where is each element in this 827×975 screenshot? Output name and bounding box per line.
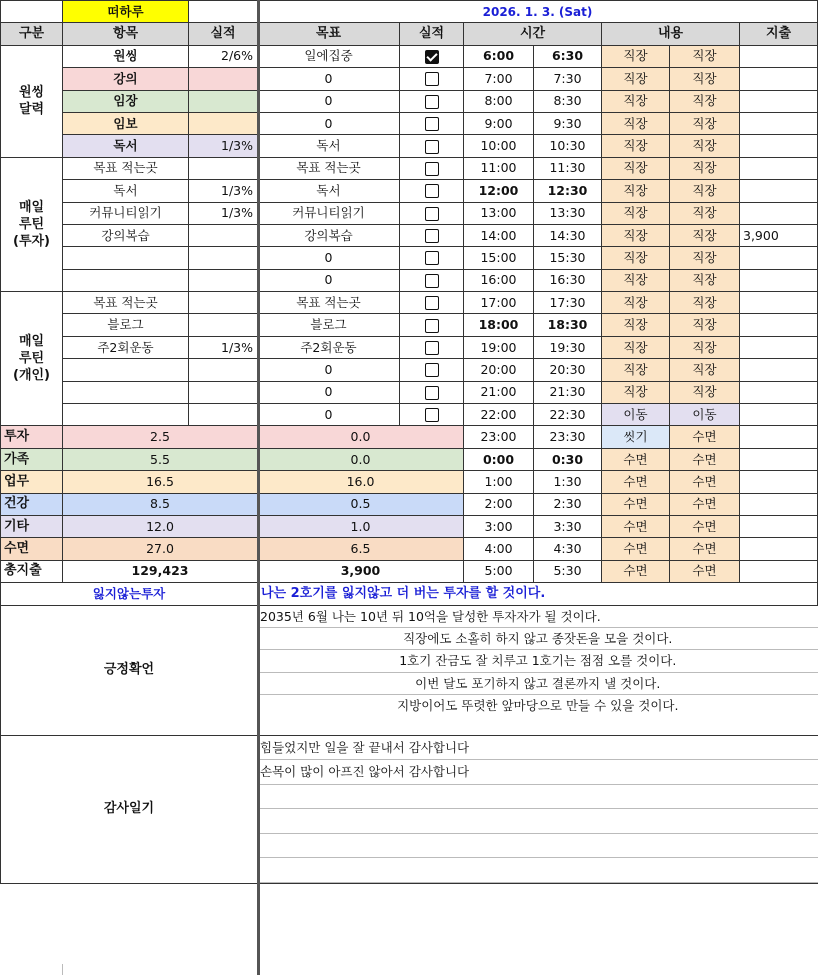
summary-left[interactable]: 5.5	[63, 448, 258, 470]
item-cell[interactable]: 임장	[63, 90, 189, 112]
schedule-row	[1, 404, 818, 426]
item-cell[interactable]: 원씽	[63, 45, 189, 67]
time-end[interactable]: 3:30	[534, 515, 602, 537]
goal-cell[interactable]: 0	[258, 112, 400, 134]
schedule-row	[1, 112, 818, 134]
goal-cell[interactable]: 0	[258, 68, 400, 90]
item-cell[interactable]: 블로그	[63, 314, 189, 336]
item-cell[interactable]: 강의복습	[63, 224, 189, 246]
content-cell[interactable]: 직장	[670, 269, 740, 291]
gratitude-line[interactable]: 힘들었지만 일을 잘 끝내서 감사합니다	[258, 736, 818, 761]
content-cell[interactable]: 씻기	[602, 426, 670, 448]
done-cell[interactable]	[400, 180, 464, 202]
affirmation-row	[1, 605, 818, 735]
goal-cell[interactable]: 0	[258, 404, 400, 426]
summary-right[interactable]: 16.0	[258, 471, 464, 493]
time-start[interactable]: 10:00	[464, 135, 534, 157]
content-cell[interactable]: 수면	[602, 560, 670, 582]
checkbox[interactable]	[425, 363, 439, 377]
summary-left[interactable]: 12.0	[63, 515, 258, 537]
time-end[interactable]: 13:30	[534, 202, 602, 224]
total-right[interactable]: 3,900	[258, 560, 464, 582]
schedule-row	[1, 381, 818, 403]
col-header-content: 내용	[602, 23, 740, 45]
time-end[interactable]: 20:30	[534, 359, 602, 381]
expense-cell[interactable]	[740, 292, 818, 314]
content-cell[interactable]: 직장	[670, 292, 740, 314]
time-end[interactable]: 1:30	[534, 471, 602, 493]
total-left[interactable]: 129,423	[63, 560, 258, 582]
summary-label: 업무	[1, 471, 63, 493]
time-start[interactable]: 8:00	[464, 90, 534, 112]
expense-cell[interactable]	[740, 493, 818, 515]
content-cell[interactable]: 직장	[602, 90, 670, 112]
time-start[interactable]: 22:00	[464, 404, 534, 426]
content-cell[interactable]: 직장	[670, 336, 740, 358]
time-start[interactable]: 16:00	[464, 269, 534, 291]
time-start[interactable]: 13:00	[464, 202, 534, 224]
content-cell[interactable]: 이동	[602, 404, 670, 426]
expense-cell[interactable]	[740, 404, 818, 426]
col-header-item: 항목	[63, 23, 189, 45]
schedule-row	[1, 247, 818, 269]
content-cell[interactable]: 직장	[670, 45, 740, 67]
time-start[interactable]: 17:00	[464, 292, 534, 314]
goal-cell[interactable]: 목표 적는곳	[258, 157, 400, 179]
done-cell[interactable]	[400, 202, 464, 224]
goal-cell[interactable]: 0	[258, 90, 400, 112]
gratitude-line[interactable]	[258, 858, 818, 883]
mission-row	[1, 583, 818, 605]
checkbox[interactable]	[425, 95, 439, 109]
goal-cell[interactable]: 주2회운동	[258, 336, 400, 358]
summary-right[interactable]: 0.0	[258, 448, 464, 470]
checkbox[interactable]	[425, 229, 439, 243]
time-start[interactable]: 23:00	[464, 426, 534, 448]
time-end[interactable]: 16:30	[534, 269, 602, 291]
item-cell[interactable]: 강의	[63, 68, 189, 90]
content-cell[interactable]: 직장	[670, 90, 740, 112]
gratitude-line[interactable]: 손목이 많이 아프진 않아서 감사합니다	[258, 760, 818, 785]
gratitude-lines	[258, 735, 818, 883]
gratitude-line[interactable]	[258, 809, 818, 834]
content-cell[interactable]: 직장	[602, 135, 670, 157]
actual-cell[interactable]	[189, 157, 258, 179]
summary-left[interactable]: 16.5	[63, 471, 258, 493]
goal-cell[interactable]: 커뮤니티읽기	[258, 202, 400, 224]
time-end[interactable]: 15:30	[534, 247, 602, 269]
affirmation-line[interactable]: 이번 달도 포기하지 않고 결론까지 낼 것이다.	[258, 673, 818, 695]
time-start[interactable]: 2:00	[464, 493, 534, 515]
summary-row	[1, 471, 818, 493]
content-cell[interactable]: 직장	[670, 359, 740, 381]
schedule-row	[1, 314, 818, 336]
expense-cell[interactable]	[740, 135, 818, 157]
time-end[interactable]: 7:30	[534, 68, 602, 90]
time-end[interactable]: 19:30	[534, 336, 602, 358]
done-cell[interactable]	[400, 90, 464, 112]
checkbox[interactable]	[425, 207, 439, 221]
actual-cell[interactable]	[189, 112, 258, 134]
expense-cell[interactable]	[740, 180, 818, 202]
done-cell[interactable]	[400, 314, 464, 336]
schedule-row	[1, 180, 818, 202]
item-cell[interactable]: 목표 적는곳	[63, 157, 189, 179]
expense-cell[interactable]	[740, 247, 818, 269]
content-cell[interactable]: 직장	[602, 381, 670, 403]
content-cell[interactable]: 수면	[670, 448, 740, 470]
mission-label: 잃지않는투자	[1, 583, 258, 605]
checkbox[interactable]	[425, 117, 439, 131]
actual-cell[interactable]	[189, 247, 258, 269]
summary-right[interactable]: 1.0	[258, 515, 464, 537]
expense-cell[interactable]	[740, 336, 818, 358]
summary-right[interactable]: 6.5	[258, 538, 464, 560]
time-start[interactable]: 5:00	[464, 560, 534, 582]
affirmation-label: 긍정확언	[1, 605, 258, 735]
col-header-expense: 지출	[740, 23, 818, 45]
actual-cell[interactable]	[189, 292, 258, 314]
expense-cell[interactable]	[740, 269, 818, 291]
summary-label: 건강	[1, 493, 63, 515]
content-cell[interactable]: 직장	[670, 68, 740, 90]
content-cell[interactable]: 수면	[602, 515, 670, 537]
gratitude-line[interactable]	[258, 834, 818, 859]
col-header-category: 구분	[1, 23, 63, 45]
gratitude-row	[1, 735, 818, 883]
time-end[interactable]: 2:30	[534, 493, 602, 515]
time-start[interactable]: 11:00	[464, 157, 534, 179]
group-routine-personal: 매일 루틴 (개인)	[1, 292, 63, 426]
actual-cell[interactable]	[189, 90, 258, 112]
goal-cell[interactable]: 강의복습	[258, 224, 400, 246]
col-header-goal: 목표	[258, 23, 400, 45]
expense-cell[interactable]	[740, 448, 818, 470]
checkbox[interactable]	[425, 251, 439, 265]
time-start[interactable]: 19:00	[464, 336, 534, 358]
summary-label: 투자	[1, 426, 63, 448]
done-cell[interactable]	[400, 247, 464, 269]
done-cell[interactable]	[400, 68, 464, 90]
total-label: 총지출	[1, 560, 63, 582]
content-cell[interactable]: 직장	[602, 336, 670, 358]
expense-cell[interactable]	[740, 202, 818, 224]
summary-row	[1, 515, 818, 537]
content-cell[interactable]: 직장	[602, 68, 670, 90]
time-end[interactable]: 14:30	[534, 224, 602, 246]
summary-right[interactable]: 0.0	[258, 426, 464, 448]
content-cell[interactable]: 직장	[670, 381, 740, 403]
done-cell[interactable]	[400, 359, 464, 381]
time-end[interactable]: 22:30	[534, 404, 602, 426]
time-end[interactable]: 9:30	[534, 112, 602, 134]
schedule-row	[1, 359, 818, 381]
actual-cell[interactable]	[189, 269, 258, 291]
schedule-row	[1, 68, 818, 90]
content-cell[interactable]: 직장	[670, 112, 740, 134]
content-cell[interactable]: 수면	[670, 471, 740, 493]
schedule-row	[1, 336, 818, 358]
content-cell[interactable]: 수면	[670, 493, 740, 515]
done-cell[interactable]	[400, 404, 464, 426]
time-end[interactable]: 11:30	[534, 157, 602, 179]
actual-cell[interactable]: 2/6%	[189, 45, 258, 67]
actual-cell[interactable]: 1/3%	[189, 135, 258, 157]
checkbox[interactable]	[425, 50, 439, 64]
affirmation-line[interactable]: 직장에도 소홀히 하지 않고 종잣돈을 모을 것이다.	[258, 628, 818, 650]
col-header-time: 시간	[464, 23, 602, 45]
expense-cell[interactable]	[740, 560, 818, 582]
time-end[interactable]: 0:30	[534, 448, 602, 470]
expense-cell[interactable]	[740, 471, 818, 493]
gratitude-line[interactable]	[258, 785, 818, 810]
time-start[interactable]: 9:00	[464, 112, 534, 134]
time-end[interactable]: 12:30	[534, 180, 602, 202]
summary-left[interactable]: 27.0	[63, 538, 258, 560]
expense-cell[interactable]: 3,900	[740, 224, 818, 246]
actual-cell[interactable]	[189, 359, 258, 381]
checkbox[interactable]	[425, 140, 439, 154]
header-row	[1, 23, 818, 45]
content-cell[interactable]: 직장	[602, 314, 670, 336]
done-cell[interactable]	[400, 292, 464, 314]
expense-cell[interactable]	[740, 68, 818, 90]
time-end[interactable]: 8:30	[534, 90, 602, 112]
done-cell[interactable]	[400, 112, 464, 134]
time-start[interactable]: 0:00	[464, 448, 534, 470]
sheet-divider	[257, 0, 260, 975]
content-cell[interactable]: 직장	[602, 269, 670, 291]
group-routine-invest: 매일 루틴 (투자)	[1, 157, 63, 291]
goal-cell[interactable]: 0	[258, 247, 400, 269]
done-cell[interactable]	[400, 45, 464, 67]
summary-row	[1, 538, 818, 560]
summary-label: 가족	[1, 448, 63, 470]
actual-cell[interactable]	[189, 314, 258, 336]
actual-cell[interactable]: 1/3%	[189, 336, 258, 358]
content-cell[interactable]: 직장	[602, 202, 670, 224]
content-cell[interactable]: 수면	[602, 538, 670, 560]
summary-left[interactable]: 2.5	[63, 426, 258, 448]
affirmation-line[interactable]: 1호기 잔금도 잘 치루고 1호기는 점점 오를 것이다.	[258, 650, 818, 672]
done-cell[interactable]	[400, 135, 464, 157]
goal-cell[interactable]: 독서	[258, 180, 400, 202]
actual-cell[interactable]: 1/3%	[189, 202, 258, 224]
expense-cell[interactable]	[740, 112, 818, 134]
done-cell[interactable]	[400, 336, 464, 358]
time-end[interactable]: 4:30	[534, 538, 602, 560]
content-cell[interactable]: 직장	[670, 180, 740, 202]
checkbox[interactable]	[425, 341, 439, 355]
time-end[interactable]: 21:30	[534, 381, 602, 403]
time-start[interactable]: 15:00	[464, 247, 534, 269]
col-header-done: 실적	[400, 23, 464, 45]
item-cell[interactable]	[63, 269, 189, 291]
item-cell[interactable]	[63, 247, 189, 269]
content-cell[interactable]: 수면	[670, 426, 740, 448]
content-cell[interactable]: 직장	[602, 157, 670, 179]
expense-cell[interactable]	[740, 515, 818, 537]
expense-cell[interactable]	[740, 359, 818, 381]
item-cell[interactable]: 독서	[63, 180, 189, 202]
gratitude-label: 감사일기	[1, 735, 258, 883]
schedule-row	[1, 135, 818, 157]
goal-cell[interactable]: 독서	[258, 135, 400, 157]
affirmation-lines	[258, 605, 818, 735]
title-row	[1, 1, 818, 23]
group-wonsing: 원씽 달력	[1, 45, 63, 157]
item-cell[interactable]: 커뮤니티읽기	[63, 202, 189, 224]
checkbox[interactable]	[425, 274, 439, 288]
item-cell[interactable]	[63, 404, 189, 426]
content-cell[interactable]: 수면	[602, 448, 670, 470]
actual-cell[interactable]	[189, 381, 258, 403]
actual-cell[interactable]	[189, 404, 258, 426]
schedule-row	[1, 202, 818, 224]
col-header-actual: 실적	[189, 23, 258, 45]
content-cell[interactable]: 직장	[602, 180, 670, 202]
content-cell[interactable]: 직장	[602, 247, 670, 269]
content-cell[interactable]: 수면	[602, 493, 670, 515]
content-cell[interactable]: 수면	[670, 538, 740, 560]
content-cell[interactable]: 직장	[670, 135, 740, 157]
time-end[interactable]: 10:30	[534, 135, 602, 157]
time-end[interactable]: 17:30	[534, 292, 602, 314]
goal-cell[interactable]: 0	[258, 381, 400, 403]
content-cell[interactable]: 수면	[670, 515, 740, 537]
time-start[interactable]: 1:00	[464, 471, 534, 493]
goal-cell[interactable]: 0	[258, 269, 400, 291]
actual-cell[interactable]	[189, 68, 258, 90]
checkbox[interactable]	[425, 408, 439, 422]
time-end[interactable]: 6:30	[534, 45, 602, 67]
content-cell[interactable]: 직장	[602, 45, 670, 67]
mission-text[interactable]: 나는 2호기를 잃지않고 더 버는 투자를 할 것이다.	[258, 583, 818, 605]
total-row	[1, 560, 818, 582]
sheet-title[interactable]: 떠하루	[63, 1, 189, 23]
schedule-row	[1, 269, 818, 291]
summary-right[interactable]: 0.5	[258, 493, 464, 515]
actual-cell[interactable]: 1/3%	[189, 180, 258, 202]
item-cell[interactable]: 목표 적는곳	[63, 292, 189, 314]
content-cell[interactable]: 직장	[602, 112, 670, 134]
done-cell[interactable]	[400, 157, 464, 179]
expense-cell[interactable]	[740, 157, 818, 179]
time-end[interactable]: 23:30	[534, 426, 602, 448]
schedule-row	[1, 292, 818, 314]
time-start[interactable]: 12:00	[464, 180, 534, 202]
item-cell[interactable]	[63, 381, 189, 403]
goal-cell[interactable]: 블로그	[258, 314, 400, 336]
done-cell[interactable]	[400, 269, 464, 291]
time-start[interactable]: 7:00	[464, 68, 534, 90]
schedule-row	[1, 90, 818, 112]
affirmation-line[interactable]: 지방이어도 뚜렷한 앞마당으로 만들 수 있을 것이다.	[397, 698, 679, 714]
content-cell[interactable]: 직장	[670, 202, 740, 224]
time-start[interactable]: 4:00	[464, 538, 534, 560]
content-cell[interactable]: 직장	[602, 224, 670, 246]
content-cell[interactable]: 직장	[602, 359, 670, 381]
summary-label: 수면	[1, 538, 63, 560]
expense-cell[interactable]	[740, 381, 818, 403]
done-cell[interactable]	[400, 224, 464, 246]
schedule-row	[1, 224, 818, 246]
expense-cell[interactable]	[740, 90, 818, 112]
goal-cell[interactable]: 목표 적는곳	[258, 292, 400, 314]
checkbox[interactable]	[425, 184, 439, 198]
content-cell[interactable]: 직장	[670, 157, 740, 179]
expense-cell[interactable]	[740, 538, 818, 560]
content-cell[interactable]: 직장	[602, 292, 670, 314]
item-cell[interactable]	[63, 359, 189, 381]
time-start[interactable]: 20:00	[464, 359, 534, 381]
goal-cell[interactable]: 일에집중	[258, 45, 400, 67]
time-start[interactable]: 18:00	[464, 314, 534, 336]
affirmation-line[interactable]: 2035년 6월 나는 10년 뒤 10억을 달성한 투자자가 될 것이다.	[258, 606, 818, 628]
content-cell[interactable]: 직장	[670, 314, 740, 336]
summary-left[interactable]: 8.5	[63, 493, 258, 515]
time-end[interactable]: 5:30	[534, 560, 602, 582]
time-start[interactable]: 6:00	[464, 45, 534, 67]
actual-cell[interactable]	[189, 224, 258, 246]
summary-row	[1, 448, 818, 470]
checkbox[interactable]	[425, 162, 439, 176]
item-cell[interactable]: 주2회운동	[63, 336, 189, 358]
item-cell[interactable]: 독서	[63, 135, 189, 157]
content-cell[interactable]: 이동	[670, 404, 740, 426]
content-cell[interactable]: 직장	[670, 247, 740, 269]
summary-row	[1, 426, 818, 448]
schedule-row	[1, 45, 818, 67]
item-cell[interactable]: 임보	[63, 112, 189, 134]
checkbox[interactable]	[425, 319, 439, 333]
summary-label: 기타	[1, 515, 63, 537]
checkbox[interactable]	[425, 386, 439, 400]
goal-cell[interactable]: 0	[258, 359, 400, 381]
summary-row	[1, 493, 818, 515]
time-end[interactable]: 18:30	[534, 314, 602, 336]
done-cell[interactable]	[400, 381, 464, 403]
expense-cell[interactable]	[740, 314, 818, 336]
schedule-row	[1, 157, 818, 179]
date-label[interactable]: 2026. 1. 3. (Sat)	[258, 1, 818, 23]
content-cell[interactable]: 수면	[602, 471, 670, 493]
expense-cell[interactable]	[740, 426, 818, 448]
checkbox[interactable]	[425, 296, 439, 310]
content-cell[interactable]: 수면	[670, 560, 740, 582]
time-start[interactable]: 21:00	[464, 381, 534, 403]
expense-cell[interactable]	[740, 45, 818, 67]
time-start[interactable]: 3:00	[464, 515, 534, 537]
content-cell[interactable]: 직장	[670, 224, 740, 246]
checkbox[interactable]	[425, 72, 439, 86]
time-start[interactable]: 14:00	[464, 224, 534, 246]
